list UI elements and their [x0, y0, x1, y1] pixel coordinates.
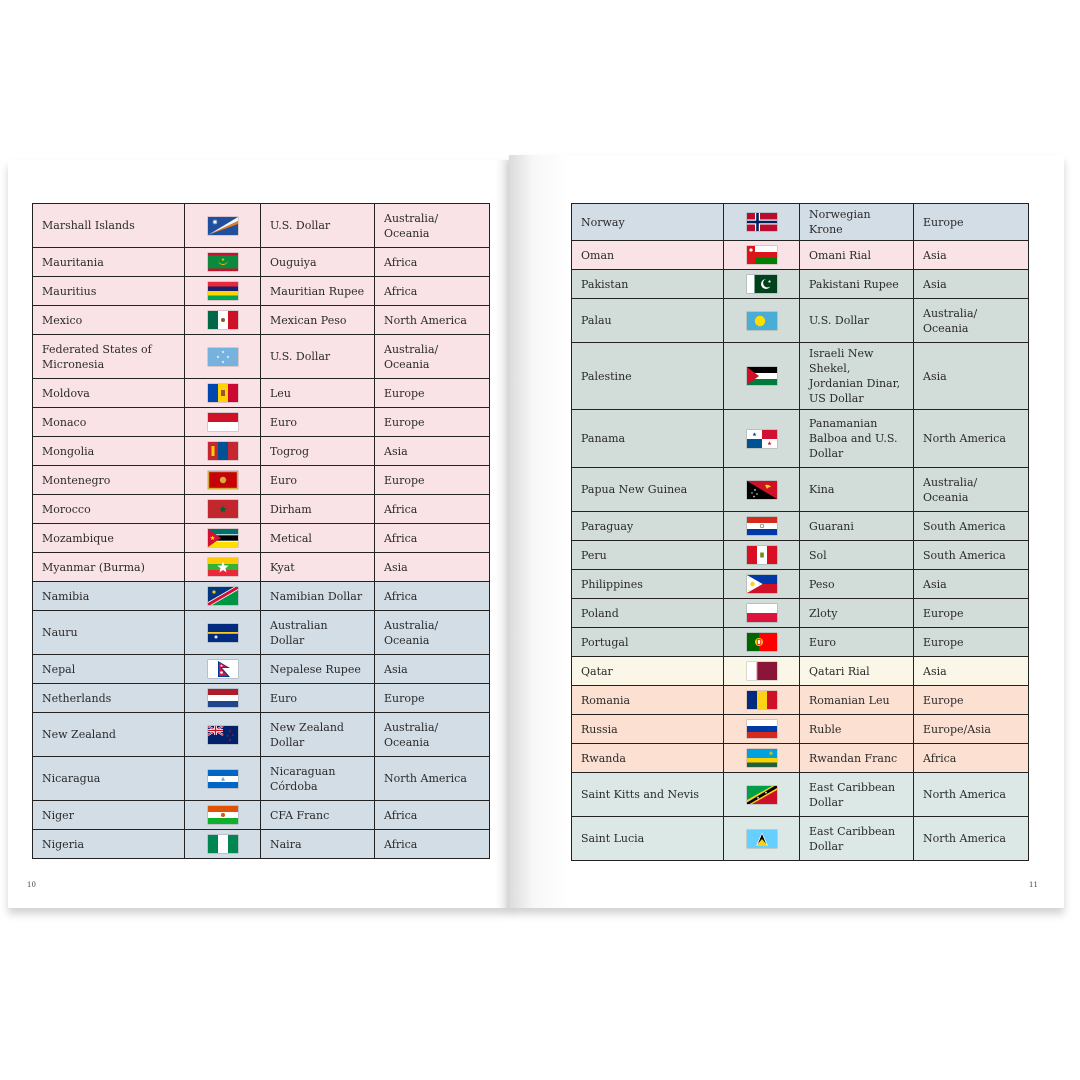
table-row [572, 570, 1029, 599]
table-row [33, 204, 490, 248]
table-row [33, 582, 490, 611]
philippines-flag [747, 575, 777, 593]
country-cell: Netherlands [33, 684, 185, 713]
table-row [33, 713, 490, 757]
flag-cell [724, 686, 800, 715]
flag-cell [724, 657, 800, 686]
country-cell: Pakistan [572, 270, 724, 299]
continent-cell: Europe [375, 408, 490, 437]
currency-cell: Leu [261, 379, 375, 408]
continent-cell: Africa [375, 582, 490, 611]
palestine-flag [747, 367, 777, 385]
table-row [572, 773, 1029, 817]
continent-cell: Australia/ Oceania [914, 299, 1029, 343]
flag-cell [724, 570, 800, 599]
table-row [33, 830, 490, 859]
norway-flag [747, 213, 777, 231]
flag-cell [724, 628, 800, 657]
country-cell: Russia [572, 715, 724, 744]
flag-cell [724, 715, 800, 744]
country-cell: New Zealand [33, 713, 185, 757]
currency-cell: East Caribbean Dollar [800, 773, 914, 817]
currency-cell: Kyat [261, 553, 375, 582]
currency-cell: Mauritian Rupee [261, 277, 375, 306]
country-cell: Nicaragua [33, 757, 185, 801]
flag-cell [724, 744, 800, 773]
currency-cell: Kina [800, 468, 914, 512]
saint-kitts-and-nevis-flag [747, 786, 777, 804]
currency-cell: U.S. Dollar [261, 335, 375, 379]
currency-cell: Euro [261, 466, 375, 495]
continent-cell: Africa [375, 801, 490, 830]
flag-cell [724, 204, 800, 241]
currency-cell: Namibian Dollar [261, 582, 375, 611]
table-row [33, 306, 490, 335]
continent-cell: Asia [375, 437, 490, 466]
currency-cell: Mexican Peso [261, 306, 375, 335]
right-page [509, 155, 1064, 908]
palau-flag [747, 312, 777, 330]
country-cell: Saint Lucia [572, 817, 724, 861]
continent-cell: Africa [375, 277, 490, 306]
continent-cell: Africa [375, 524, 490, 553]
flag-cell [724, 343, 800, 410]
continent-cell: Asia [914, 570, 1029, 599]
flag-cell [724, 512, 800, 541]
micronesia-flag [208, 348, 238, 366]
currency-cell: Naira [261, 830, 375, 859]
table-row [33, 801, 490, 830]
table-row [572, 468, 1029, 512]
table-row [572, 410, 1029, 468]
continent-cell: South America [914, 541, 1029, 570]
table-row [572, 744, 1029, 773]
continent-cell: Africa [914, 744, 1029, 773]
continent-cell: Europe [375, 379, 490, 408]
currency-cell: Nepalese Rupee [261, 655, 375, 684]
panama-flag [747, 430, 777, 448]
country-cell: Montenegro [33, 466, 185, 495]
continent-cell: Australia/ Oceania [375, 611, 490, 655]
flag-cell [185, 306, 261, 335]
montenegro-flag [208, 471, 238, 489]
currency-cell: Euro [800, 628, 914, 657]
country-cell: Qatar [572, 657, 724, 686]
mauritania-flag [208, 253, 238, 271]
table-row [33, 437, 490, 466]
rwanda-flag [747, 749, 777, 767]
continent-cell: Australia/ Oceania [914, 468, 1029, 512]
table-row [33, 335, 490, 379]
currency-cell: Dirham [261, 495, 375, 524]
currency-cell: New Zealand Dollar [261, 713, 375, 757]
paraguay-flag [747, 517, 777, 535]
country-cell: Rwanda [572, 744, 724, 773]
country-cell: Nauru [33, 611, 185, 655]
table-row [572, 241, 1029, 270]
table-row [572, 204, 1029, 241]
morocco-flag [208, 500, 238, 518]
niger-flag [208, 806, 238, 824]
currency-cell: Ouguiya [261, 248, 375, 277]
country-cell: Nigeria [33, 830, 185, 859]
currency-cell: Rwandan Franc [800, 744, 914, 773]
continent-cell: North America [914, 410, 1029, 468]
flag-cell [185, 830, 261, 859]
table-row [572, 270, 1029, 299]
country-cell: Monaco [33, 408, 185, 437]
continent-cell: Asia [375, 553, 490, 582]
table-row [572, 541, 1029, 570]
continent-cell: Asia [914, 270, 1029, 299]
continent-cell: South America [914, 512, 1029, 541]
table-row [33, 379, 490, 408]
country-cell: Morocco [33, 495, 185, 524]
flag-cell [185, 466, 261, 495]
romania-flag [747, 691, 777, 709]
page-number: 11 [1029, 881, 1038, 889]
country-cell: Mauritius [33, 277, 185, 306]
flag-cell [724, 468, 800, 512]
continent-cell: Europe [914, 628, 1029, 657]
currency-cell: U.S. Dollar [261, 204, 375, 248]
continent-cell: North America [914, 773, 1029, 817]
marshall-islands-flag [208, 217, 238, 235]
country-cell: Saint Kitts and Nevis [572, 773, 724, 817]
currency-cell: Guarani [800, 512, 914, 541]
continent-cell: Asia [375, 655, 490, 684]
country-currency-table-left [32, 203, 490, 859]
oman-flag [747, 246, 777, 264]
country-cell: Mexico [33, 306, 185, 335]
table-row [572, 343, 1029, 410]
continent-cell: North America [375, 757, 490, 801]
flag-cell [185, 655, 261, 684]
mauritius-flag [208, 282, 238, 300]
flag-cell [185, 553, 261, 582]
flag-cell [185, 379, 261, 408]
country-cell: Papua New Guinea [572, 468, 724, 512]
table-row [33, 524, 490, 553]
continent-cell: Africa [375, 495, 490, 524]
country-cell: Philippines [572, 570, 724, 599]
table-row [572, 599, 1029, 628]
country-cell: Mongolia [33, 437, 185, 466]
country-cell: Oman [572, 241, 724, 270]
country-cell: Moldova [33, 379, 185, 408]
table-row [572, 628, 1029, 657]
continent-cell: Europe [375, 466, 490, 495]
flag-cell [724, 599, 800, 628]
moldova-flag [208, 384, 238, 402]
flag-cell [185, 713, 261, 757]
table-row [572, 512, 1029, 541]
pakistan-flag [747, 275, 777, 293]
saint-lucia-flag [747, 830, 777, 848]
new-zealand-flag [208, 726, 238, 744]
continent-cell: Europe/Asia [914, 715, 1029, 744]
flag-cell [185, 204, 261, 248]
continent-cell: Europe [914, 204, 1029, 241]
country-cell: Federated States of Micronesia [33, 335, 185, 379]
continent-cell: Asia [914, 343, 1029, 410]
papua-new-guinea-flag [747, 481, 777, 499]
currency-cell: Metical [261, 524, 375, 553]
currency-cell: Pakistani Rupee [800, 270, 914, 299]
currency-cell: Sol [800, 541, 914, 570]
currency-cell: Nicaraguan Córdoba [261, 757, 375, 801]
flag-cell [185, 524, 261, 553]
flag-cell [185, 757, 261, 801]
flag-cell [724, 241, 800, 270]
country-cell: Nepal [33, 655, 185, 684]
table-row [33, 277, 490, 306]
netherlands-flag [208, 689, 238, 707]
flag-cell [724, 299, 800, 343]
country-cell: Romania [572, 686, 724, 715]
monaco-flag [208, 413, 238, 431]
currency-cell: Ruble [800, 715, 914, 744]
currency-cell: Romanian Leu [800, 686, 914, 715]
portugal-flag [747, 633, 777, 651]
currency-cell: CFA Franc [261, 801, 375, 830]
table-row [33, 684, 490, 713]
currency-cell: Zloty [800, 599, 914, 628]
qatar-flag [747, 662, 777, 680]
continent-cell: Europe [914, 686, 1029, 715]
flag-cell [185, 684, 261, 713]
nigeria-flag [208, 835, 238, 853]
currency-cell: Panamanian Balboa and U.S. Dollar [800, 410, 914, 468]
currency-cell: Peso [800, 570, 914, 599]
left-page [8, 160, 510, 908]
nauru-flag [208, 624, 238, 642]
flag-cell [185, 611, 261, 655]
country-cell: Marshall Islands [33, 204, 185, 248]
country-cell: Paraguay [572, 512, 724, 541]
table-row [33, 248, 490, 277]
currency-cell: Norwegian Krone [800, 204, 914, 241]
flag-cell [724, 817, 800, 861]
country-cell: Myanmar (Burma) [33, 553, 185, 582]
flag-cell [185, 248, 261, 277]
flag-cell [185, 408, 261, 437]
nepal-flag [208, 660, 238, 678]
table-row [33, 466, 490, 495]
table-row [33, 757, 490, 801]
continent-cell: Australia/ Oceania [375, 713, 490, 757]
continent-cell: Australia/ Oceania [375, 204, 490, 248]
table-row [33, 655, 490, 684]
country-cell: Mauritania [33, 248, 185, 277]
nicaragua-flag [208, 770, 238, 788]
continent-cell: Europe [914, 599, 1029, 628]
flag-cell [185, 582, 261, 611]
continent-cell: Asia [914, 657, 1029, 686]
table-row [33, 408, 490, 437]
currency-cell: Euro [261, 684, 375, 713]
table-row [572, 299, 1029, 343]
namibia-flag [208, 587, 238, 605]
continent-cell: Africa [375, 830, 490, 859]
flag-cell [185, 801, 261, 830]
flag-cell [185, 277, 261, 306]
table-row [572, 657, 1029, 686]
country-cell: Portugal [572, 628, 724, 657]
country-cell: Panama [572, 410, 724, 468]
table-row [33, 553, 490, 582]
currency-cell: Togrog [261, 437, 375, 466]
country-cell: Norway [572, 204, 724, 241]
table-row [33, 611, 490, 655]
continent-cell: Europe [375, 684, 490, 713]
mozambique-flag [208, 529, 238, 547]
page-number: 10 [27, 881, 36, 889]
flag-cell [724, 773, 800, 817]
peru-flag [747, 546, 777, 564]
country-cell: Peru [572, 541, 724, 570]
flag-cell [185, 437, 261, 466]
currency-cell: Qatari Rial [800, 657, 914, 686]
continent-cell: Asia [914, 241, 1029, 270]
flag-cell [724, 270, 800, 299]
myanmar-flag [208, 558, 238, 576]
table-row [572, 686, 1029, 715]
flag-cell [724, 410, 800, 468]
russia-flag [747, 720, 777, 738]
flag-cell [185, 495, 261, 524]
currency-cell: U.S. Dollar [800, 299, 914, 343]
table-row [572, 715, 1029, 744]
continent-cell: Australia/ Oceania [375, 335, 490, 379]
mexico-flag [208, 311, 238, 329]
continent-cell: North America [375, 306, 490, 335]
country-cell: Namibia [33, 582, 185, 611]
flag-cell [724, 541, 800, 570]
table-row [572, 817, 1029, 861]
country-currency-table-right [571, 203, 1029, 861]
country-cell: Palau [572, 299, 724, 343]
country-cell: Palestine [572, 343, 724, 410]
currency-cell: Euro [261, 408, 375, 437]
currency-cell: Israeli New Shekel, Jordanian Dinar, US Dollar [800, 343, 914, 410]
continent-cell: Africa [375, 248, 490, 277]
flag-cell [185, 335, 261, 379]
continent-cell: North America [914, 817, 1029, 861]
currency-cell: East Caribbean Dollar [800, 817, 914, 861]
country-cell: Niger [33, 801, 185, 830]
poland-flag [747, 604, 777, 622]
country-cell: Poland [572, 599, 724, 628]
table-row [33, 495, 490, 524]
mongolia-flag [208, 442, 238, 460]
currency-cell: Australian Dollar [261, 611, 375, 655]
country-cell: Mozambique [33, 524, 185, 553]
currency-cell: Omani Rial [800, 241, 914, 270]
